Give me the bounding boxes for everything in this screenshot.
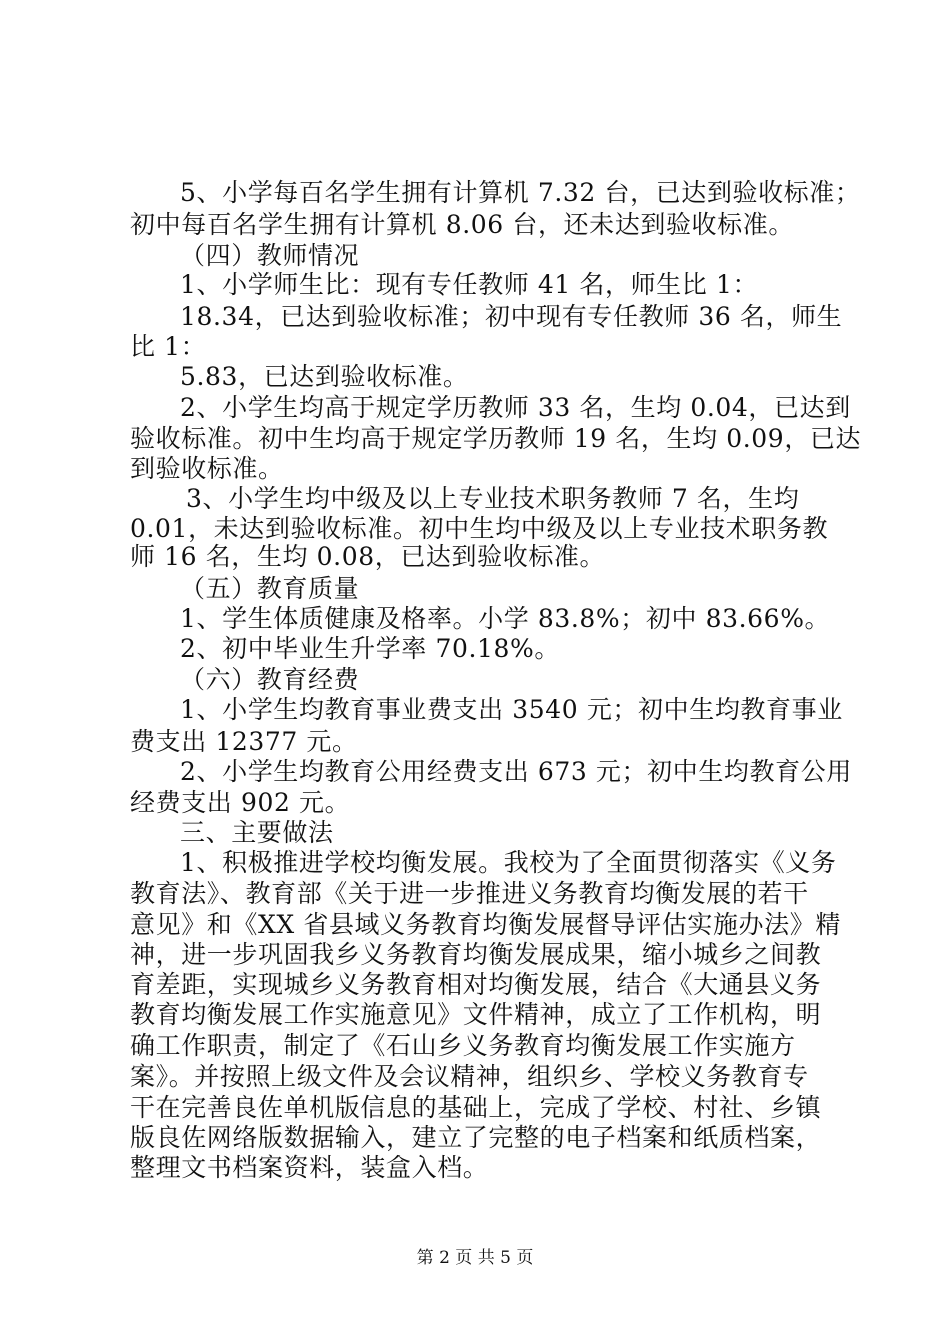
text-line: 到验收标准。: [130, 454, 284, 483]
text-line: 版良佐网络版数据输入，建立了完整的电子档案和纸质档案，: [130, 1123, 822, 1152]
text-line: 神，进一步巩固我乡义务教育均衡发展成果，缩小城乡之间教: [130, 940, 822, 969]
page-footer: 第 2 页 共 5 页: [416, 1248, 534, 1268]
text-line: 验收标准。初中生均高于规定学历教师 19 名，生均 0.09，已达: [130, 424, 862, 453]
text-line: 师 16 名，生均 0.08，已达到验收标准。: [130, 542, 606, 571]
text-line: 育差距，实现城乡义务教育相对均衡发展，结合《大通县义务: [130, 970, 822, 999]
text-line: 费支出 12377 元。: [130, 727, 358, 756]
text-line: 教育均衡发展工作实施意见》文件精神，成立了工作机构，明: [130, 1000, 822, 1029]
section-heading: （五）教育质量: [180, 574, 360, 603]
section-heading: 三、主要做法: [180, 818, 334, 847]
text-line: 1、小学师生比：现有专任教师 41 名，师生比 1：: [180, 270, 759, 299]
section-heading: （四）教师情况: [180, 241, 360, 270]
text-line: 意见》和《XX 省县域义务教育均衡发展督导评估实施办法》精: [130, 910, 841, 939]
text-line: 2、小学生均高于规定学历教师 33 名，生均 0.04，已达到: [180, 393, 851, 422]
text-line: 18.34，已达到验收标准；初中现有专任教师 36 名，师生: [180, 302, 843, 331]
text-line: 整理文书档案资料，装盒入档。: [130, 1153, 489, 1182]
text-line: 经费支出 902 元。: [130, 788, 351, 817]
text-line: 2、初中毕业生升学率 70.18%。: [180, 634, 560, 663]
text-line: 案》。并按照上级文件及会议精神，组织乡、学校义务教育专: [130, 1062, 809, 1091]
text-line: 5、小学每百名学生拥有计算机 7.32 台，已达到验收标准；: [180, 178, 861, 207]
text-line: 1、积极推进学校均衡发展。我校为了全面贯彻落实《义务: [180, 848, 837, 877]
text-line: 1、小学生均教育事业费支出 3540 元；初中生均教育事业: [180, 695, 843, 724]
text-line: 2、小学生均教育公用经费支出 673 元；初中生均教育公用: [180, 757, 852, 786]
text-line: 1、学生体质健康及格率。小学 83.8%；初中 83.66%。: [180, 604, 831, 633]
text-line: 3、小学生均中级及以上专业技术职务教师 7 名，生均: [186, 484, 800, 513]
text-line: 0.01，未达到验收标准。初中生均中级及以上专业技术职务教: [130, 514, 829, 543]
section-heading: （六）教育经费: [180, 665, 360, 694]
text-line: 确工作职责，制定了《石山乡义务教育均衡发展工作实施方: [130, 1031, 796, 1060]
text-line: 比 1：: [130, 332, 207, 361]
text-line: 初中每百名学生拥有计算机 8.06 台，还未达到验收标准。: [130, 210, 794, 239]
text-line: 5.83，已达到验收标准。: [180, 362, 469, 391]
text-line: 干在完善良佐单机版信息的基础上，完成了学校、村社、乡镇: [130, 1093, 822, 1122]
text-line: 教育法》、教育部《关于进一步推进义务教育均衡发展的若干: [130, 879, 809, 908]
